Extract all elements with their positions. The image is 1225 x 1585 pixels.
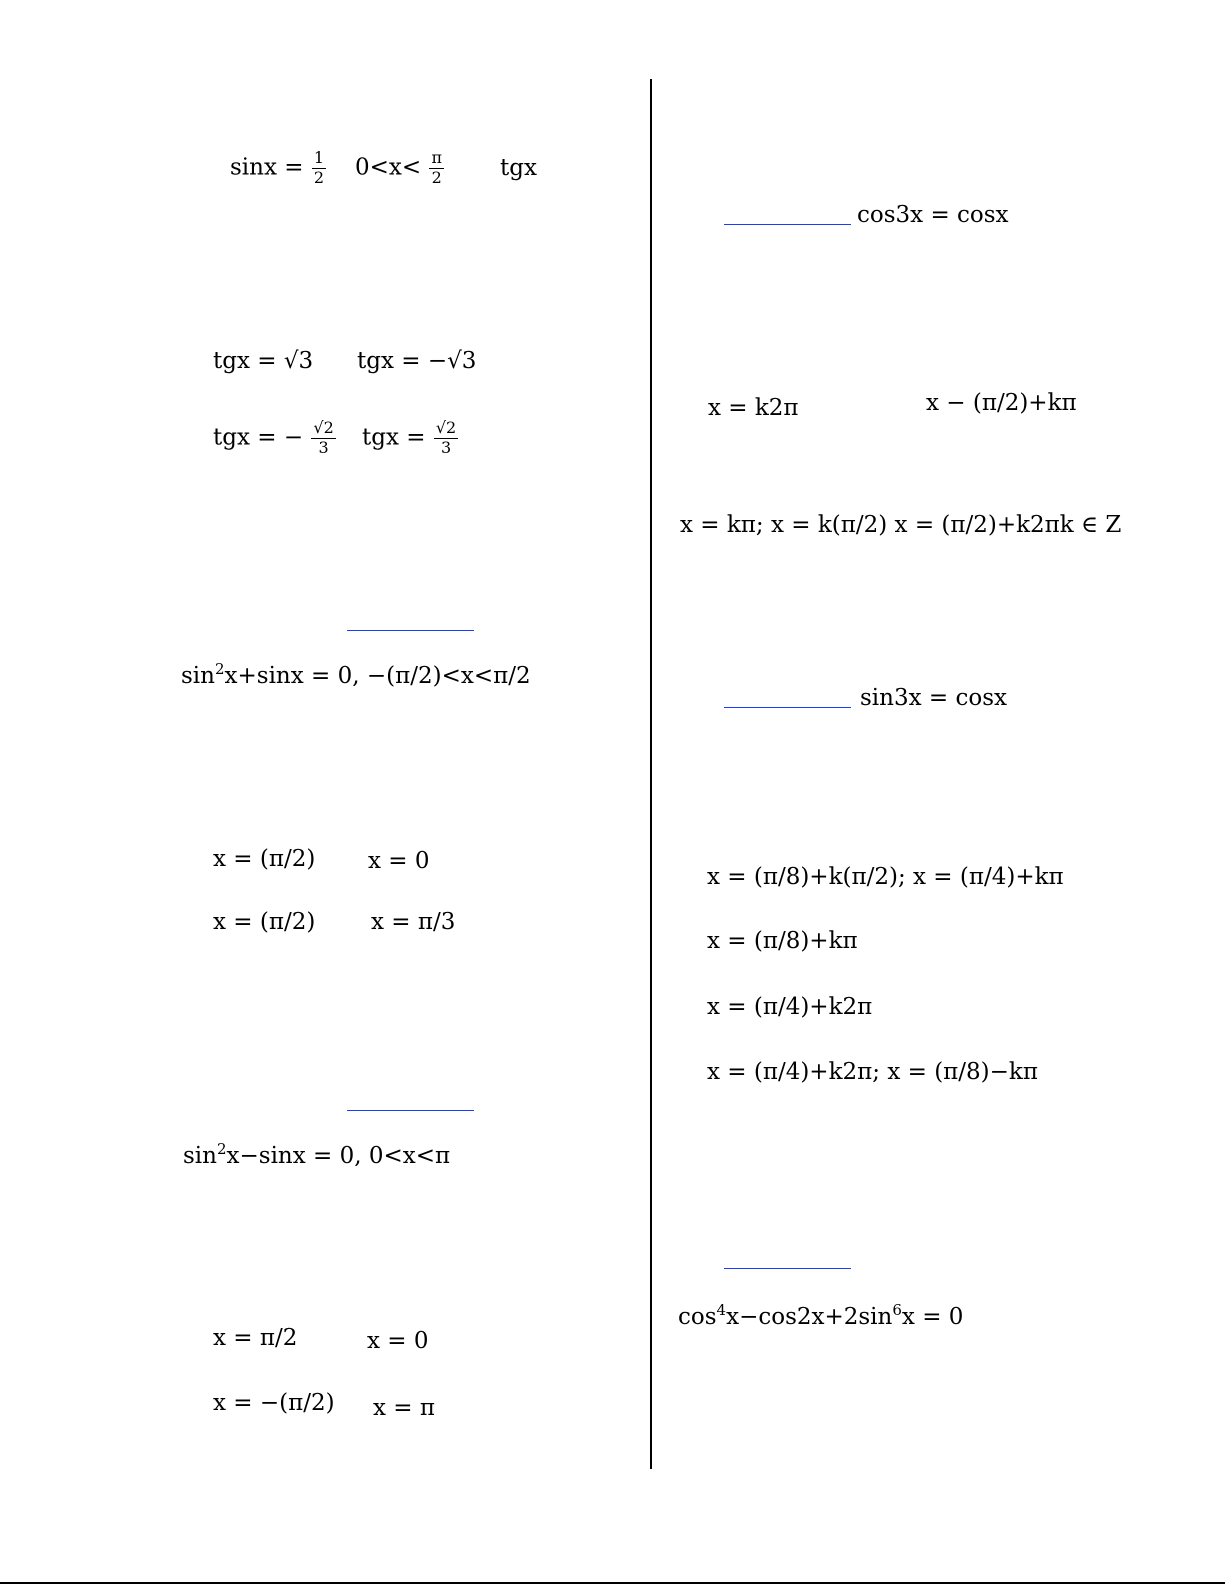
- q3-answer-b[interactable]: x = 0: [367, 1328, 429, 1354]
- q6-eq-part2: x−cos2x+2sin: [726, 1304, 893, 1330]
- q6-eq-exp2: 6: [892, 1301, 902, 1319]
- q1-answer-d-num: √2: [435, 418, 457, 437]
- q1-eq-fraction: [312, 150, 326, 187]
- q4-equation: cos3x = cosx: [857, 202, 1009, 228]
- q1-cond-den: 2: [431, 167, 442, 187]
- q2-answer-c[interactable]: x = (π/2): [213, 909, 316, 935]
- q1-cond-lhs: 0<x<: [355, 154, 422, 181]
- q5-equation: sin3x = cosx: [860, 685, 1007, 711]
- q2-eq-post: x+sinx = 0, −(π/2)<x<π/2: [224, 663, 531, 689]
- q1-target: tgx: [500, 155, 537, 181]
- q3-answer-c[interactable]: x = −(π/2): [213, 1390, 335, 1416]
- q2-answer-d[interactable]: x = π/3: [371, 909, 456, 935]
- q5-answer-d[interactable]: x = (π/4)+k2π; x = (π/8)−kπ: [707, 1059, 1038, 1085]
- q2-eq-pre: sin: [181, 663, 215, 689]
- q2-link-underline[interactable]: [347, 630, 474, 631]
- q3-answer-d[interactable]: x = π: [373, 1395, 435, 1421]
- q6-link-underline[interactable]: [724, 1268, 851, 1269]
- q3-eq-post: x−sinx = 0, 0<x<π: [226, 1143, 451, 1169]
- q1-equation: [230, 150, 327, 187]
- q6-equation: [678, 1301, 964, 1330]
- q4-answer-c[interactable]: x = kπ; x = k(π/2) x = (π/2)+k2πk ∈ Z: [680, 512, 1122, 538]
- q1-answer-b[interactable]: tgx = −√3: [357, 348, 477, 374]
- q5-link-underline[interactable]: [724, 707, 851, 708]
- bottom-rule: [0, 1582, 1225, 1584]
- q1-answer-c[interactable]: [213, 420, 337, 457]
- q1-eq-den: 2: [313, 167, 325, 187]
- q5-answer-b[interactable]: x = (π/8)+kπ: [707, 928, 858, 954]
- column-divider: [650, 79, 652, 1469]
- q1-answer-c-lhs: tgx = −: [213, 424, 304, 451]
- q4-answer-a[interactable]: x = k2π: [708, 395, 799, 421]
- q1-answer-c-num: √2: [313, 418, 334, 437]
- q4-answer-b[interactable]: x − (π/2)+kπ: [926, 390, 1077, 416]
- q1-answer-d-fraction: [434, 420, 458, 457]
- q3-eq-exponent: 2: [216, 1140, 227, 1158]
- q1-cond-fraction: [429, 150, 444, 187]
- q1-answer-c-den: 3: [318, 437, 329, 457]
- q4-link-underline[interactable]: [724, 224, 851, 225]
- q1-answer-a[interactable]: tgx = √3: [213, 348, 314, 374]
- q1-condition: [355, 150, 445, 187]
- q2-equation: [181, 660, 531, 689]
- q3-eq-pre: sin: [183, 1143, 217, 1169]
- q6-eq-exp1: 4: [716, 1301, 727, 1319]
- q5-answer-c[interactable]: x = (π/4)+k2π: [707, 994, 873, 1020]
- q1-answer-c-fraction: [311, 420, 335, 457]
- q1-eq-num: 1: [313, 148, 325, 167]
- q3-link-underline[interactable]: [347, 1110, 474, 1111]
- q3-equation: [183, 1140, 451, 1169]
- q1-cond-num: π: [431, 148, 442, 167]
- q6-eq-part3: x = 0: [901, 1304, 964, 1330]
- q5-answer-a[interactable]: x = (π/8)+k(π/2); x = (π/4)+kπ: [707, 864, 1064, 890]
- q3-answer-a[interactable]: x = π/2: [213, 1325, 298, 1351]
- q2-eq-exponent: 2: [214, 660, 225, 678]
- q6-eq-part1: cos: [678, 1304, 717, 1330]
- q1-answer-d-den: 3: [440, 437, 452, 457]
- q2-answer-b[interactable]: x = 0: [368, 848, 430, 874]
- q1-eq-lhs: sinx =: [230, 154, 304, 181]
- q1-answer-d[interactable]: [362, 420, 459, 457]
- q2-answer-a[interactable]: x = (π/2): [213, 846, 316, 872]
- q1-answer-d-lhs: tgx =: [362, 424, 426, 451]
